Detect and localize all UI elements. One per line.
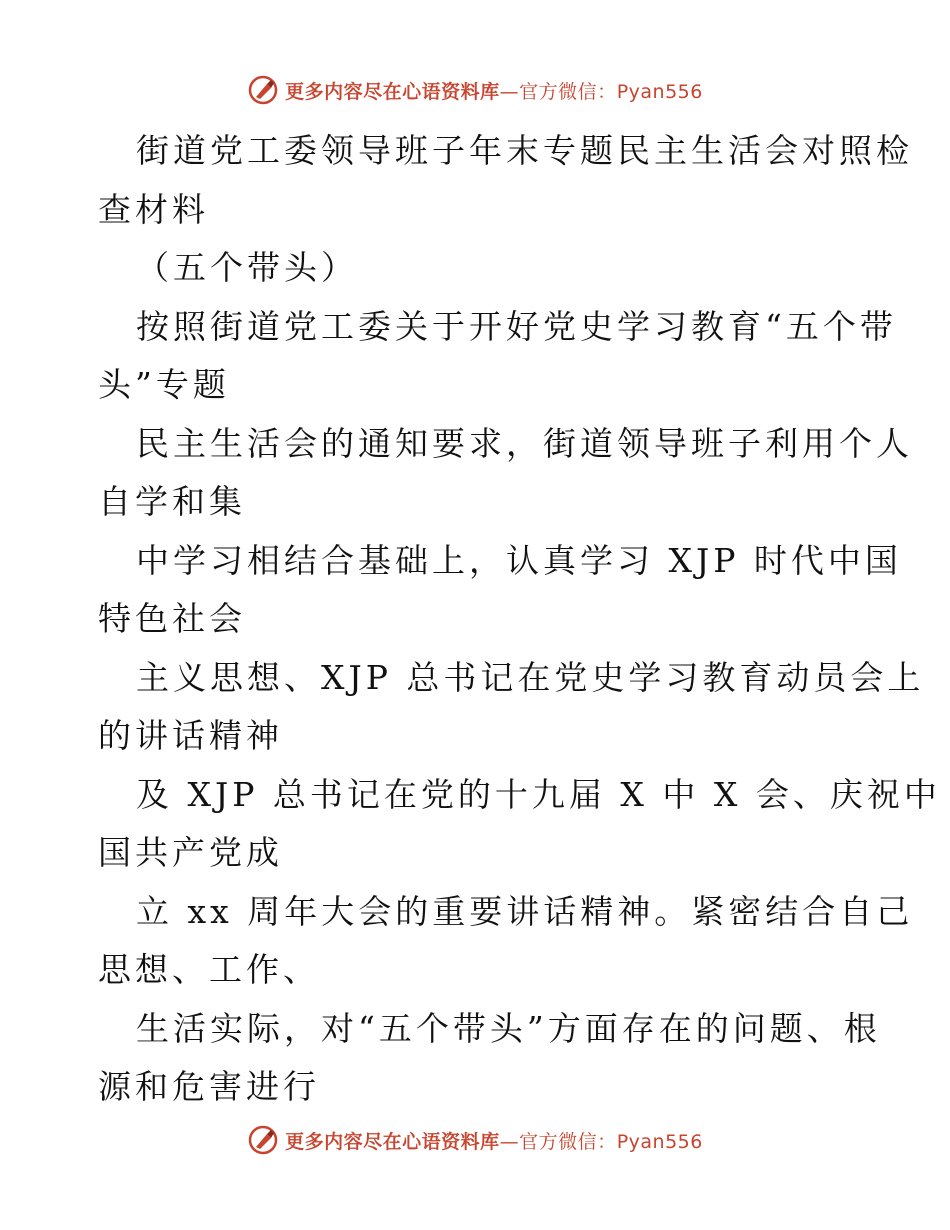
banner-wechat-id: Pyan556 <box>616 80 703 103</box>
banner-text <box>285 77 703 104</box>
text-line: 查材料 <box>98 189 209 229</box>
banner-site-name: 更多内容尽在心语资料库 <box>285 80 500 103</box>
banner-wechat-label: 官方微信： <box>519 80 617 103</box>
header-banner <box>0 70 950 110</box>
banner-site-name: 更多内容尽在心语资料库 <box>285 1130 500 1153</box>
footer-banner <box>0 1120 950 1160</box>
text-line: 自学和集 <box>98 482 246 521</box>
banner-wechat-id: Pyan556 <box>616 1130 703 1153</box>
text-line: 按照街道党工委关于开好党史学习教育“五个带 <box>136 306 897 346</box>
text-line: （五个带头） <box>136 248 358 287</box>
banner-wechat-label: 官方微信： <box>519 1130 617 1153</box>
text-line: 头”专题 <box>98 365 230 404</box>
text-line: 特色社会 <box>98 599 246 638</box>
text-line: 生活实际，对“五个带头”方面存在的问题、根 <box>136 1008 881 1048</box>
text-line: 立 xx 周年大会的重要讲话精神。紧密结合自己 <box>136 891 914 931</box>
pen-nib-logo-icon <box>247 1124 279 1156</box>
banner-separator: — <box>499 1130 520 1153</box>
banner-separator: — <box>499 80 520 103</box>
text-line: 街道党工委领导班子年末专题民主生活会对照检 <box>136 131 913 170</box>
text-line: 思想、工作、 <box>98 950 320 989</box>
text-line: 中学习相结合基础上，认真学习 XJP 时代中国 <box>136 540 902 580</box>
text-line: 及 XJP 总书记在党的十九届 X 中 X 会、庆祝中 <box>136 774 941 814</box>
text-line: 源和危害进行 <box>98 1067 320 1106</box>
text-line: 民主生活会的通知要求，街道领导班子利用个人 <box>136 423 913 463</box>
text-line: 国共产党成 <box>98 833 283 872</box>
pen-nib-logo-icon <box>247 74 279 106</box>
text-line: 的讲话精神 <box>98 716 283 755</box>
document-body <box>98 122 941 1117</box>
banner-text <box>285 1127 703 1154</box>
text-line: 主义思想、XJP 总书记在党史学习教育动员会上 <box>136 657 925 697</box>
